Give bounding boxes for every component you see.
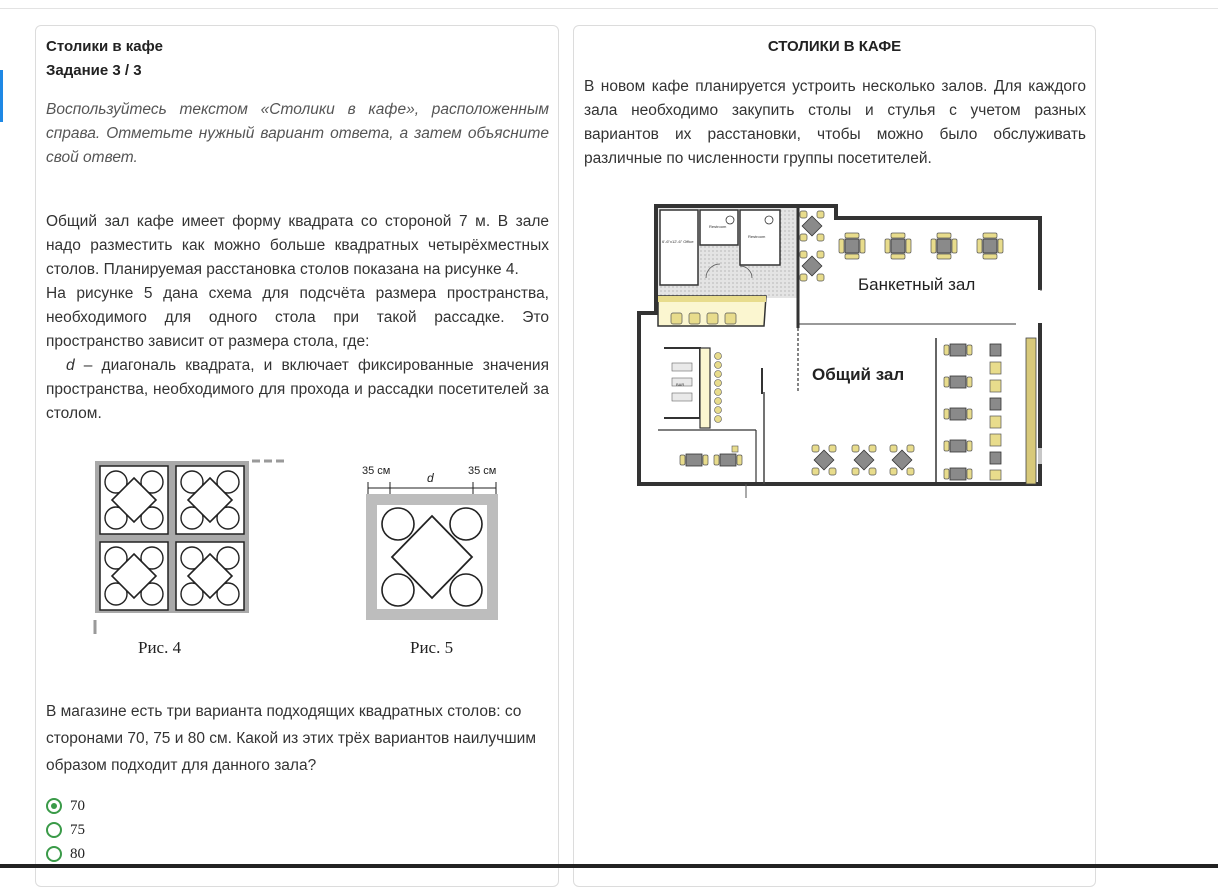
radio-80[interactable]: [46, 846, 62, 862]
option-label-80: 80: [70, 845, 85, 862]
top-divider: [0, 8, 1218, 9]
nav-active-indicator: [0, 70, 3, 122]
plan-main-hall-label: Общий зал: [812, 365, 905, 384]
option-label-70: 70: [70, 797, 85, 814]
figure-4-caption: Рис. 4: [138, 638, 182, 657]
option-70[interactable]: [46, 794, 85, 818]
source-title: СТОЛИКИ В КАФЕ: [767, 38, 902, 55]
task-paragraph-3: d – диагональ квадрата, и включает фиксированные значения пространства, необходимого для прохода и рассадки посетителей за столом.: [46, 357, 549, 422]
task-instruction: Воспользуйтесь текстом «Столики в кафе», расположенным справа. Отметьте нужный вариант ответа, а затем объясните свой ответ.: [46, 101, 549, 166]
source-text-panel: [573, 25, 1096, 887]
fig5-d-label: d: [427, 471, 434, 485]
plan-office-label: 6'-6"x12'-6" Office: [662, 239, 694, 244]
cafe-floor-plan: [636, 198, 1042, 498]
task-title: Столики в кафе: [46, 38, 163, 55]
option-label-75: 75: [70, 821, 85, 838]
task-counter: Задание 3 / 3: [46, 62, 142, 79]
figure-5-table-space: [358, 462, 508, 630]
task-paragraph-1: Общий зал кафе имеет форму квадрата со стороной 7 м. В зале надо разместить как можно больше квадратных четырёхместных столов. Планируемая расстановка столов показана на рисунке 4.: [46, 213, 549, 278]
plan-banquet-label: Банкетный зал: [858, 275, 976, 294]
fig5-left-label: 35 см: [362, 465, 391, 477]
option-80[interactable]: [46, 842, 85, 866]
plan-restroom-label-2: Restroom: [748, 234, 766, 239]
task-panel: [35, 25, 559, 887]
radio-75[interactable]: [46, 822, 62, 838]
source-text: В новом кафе планируется устроить несколько залов. Для каждого зала необходимо закупить столы и стулья с учетом разных вариантов их расстановки, чтобы можно было обслуживать различные по численности группы посетителей.: [584, 78, 1086, 167]
question-text: В магазине есть три варианта подходящих квадратных столов: со сторонами 70, 75 и 80 см. Какой из этих трёх вариантов наилучшим образом подходит для данного зала?: [46, 703, 536, 774]
fig5-right-label: 35 см: [468, 465, 497, 477]
task-paragraph-2: На рисунке 5 дана схема для подсчёта размера пространства, необходимого для одного стола при такой рассадке. Это пространство зависит от размера стола, где:: [46, 285, 549, 350]
diagonal-variable: d: [66, 357, 75, 374]
plan-bar-label: BAR: [676, 382, 685, 387]
radio-70[interactable]: [46, 798, 62, 814]
answer-options: [46, 794, 85, 866]
bottom-bar: [0, 864, 1218, 868]
option-75[interactable]: [46, 818, 85, 842]
plan-restroom-label-1: Restroom: [709, 224, 727, 229]
figure-5-caption: Рис. 5: [410, 638, 454, 657]
figure-4-table-layout: [92, 458, 288, 638]
